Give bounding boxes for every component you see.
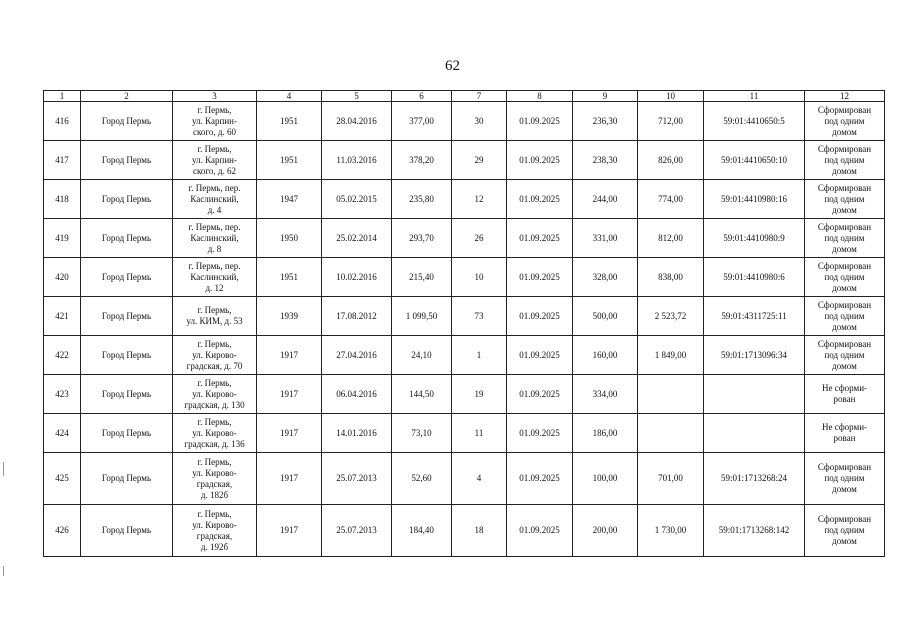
value-cell: 331,00 bbox=[573, 219, 638, 258]
value-cell: 100,00 bbox=[573, 453, 638, 505]
cadastral-number-cell: 59:01:1713268:24 bbox=[704, 453, 805, 505]
land-area-cell bbox=[638, 375, 704, 414]
column-header: 11 bbox=[704, 91, 805, 102]
deadline-date-cell: 01.09.2025 bbox=[507, 102, 573, 141]
address-cell: г. Пермь, ул. Карпин- ского, д. 62 bbox=[173, 141, 257, 180]
status-cell: Сформирован под одним домом bbox=[805, 336, 885, 375]
deadline-date-cell: 01.09.2025 bbox=[507, 180, 573, 219]
survey-date-cell: 28.04.2016 bbox=[322, 102, 392, 141]
survey-date-cell: 25.02.2014 bbox=[322, 219, 392, 258]
value-cell: 236,30 bbox=[573, 102, 638, 141]
cadastral-number-cell bbox=[704, 375, 805, 414]
cadastral-number-cell: 59:01:1713268:142 bbox=[704, 505, 805, 557]
deadline-date-cell: 01.09.2025 bbox=[507, 336, 573, 375]
municipality-cell: Город Пермь bbox=[81, 297, 173, 336]
deadline-date-cell: 01.09.2025 bbox=[507, 258, 573, 297]
table-row bbox=[44, 505, 885, 557]
cadastral-number-cell bbox=[704, 414, 805, 453]
status-cell: Сформирован под одним домом bbox=[805, 453, 885, 505]
row-number: 416 bbox=[44, 102, 81, 141]
row-number: 424 bbox=[44, 414, 81, 453]
land-area-cell bbox=[638, 414, 704, 453]
area-cell: 184,40 bbox=[392, 505, 452, 557]
address-cell: г. Пермь, ул. Кирово- градская, д. 182б bbox=[173, 453, 257, 505]
residents-cell: 10 bbox=[452, 258, 507, 297]
status-cell: Сформирован под одним домом bbox=[805, 297, 885, 336]
residents-cell: 73 bbox=[452, 297, 507, 336]
land-area-cell: 2 523,72 bbox=[638, 297, 704, 336]
row-number: 417 bbox=[44, 141, 81, 180]
table-row bbox=[44, 219, 885, 258]
cadastral-number-cell: 59:01:4410980:9 bbox=[704, 219, 805, 258]
address-cell: г. Пермь, пер. Каслинский, д. 12 bbox=[173, 258, 257, 297]
land-area-cell: 701,00 bbox=[638, 453, 704, 505]
deadline-date-cell: 01.09.2025 bbox=[507, 297, 573, 336]
survey-date-cell: 11.03.2016 bbox=[322, 141, 392, 180]
status-cell: Сформирован под одним домом bbox=[805, 102, 885, 141]
column-header: 6 bbox=[392, 91, 452, 102]
land-area-cell: 826,00 bbox=[638, 141, 704, 180]
column-header: 3 bbox=[173, 91, 257, 102]
area-cell: 144,50 bbox=[392, 375, 452, 414]
survey-date-cell: 25.07.2013 bbox=[322, 453, 392, 505]
table-row bbox=[44, 414, 885, 453]
survey-date-cell: 10.02.2016 bbox=[322, 258, 392, 297]
status-cell: Не сформи- рован bbox=[805, 414, 885, 453]
table-row bbox=[44, 102, 885, 141]
status-cell: Сформирован под одним домом bbox=[805, 141, 885, 180]
year-built-cell: 1917 bbox=[257, 414, 322, 453]
row-number: 421 bbox=[44, 297, 81, 336]
row-number: 420 bbox=[44, 258, 81, 297]
area-cell: 52,60 bbox=[392, 453, 452, 505]
column-header: 10 bbox=[638, 91, 704, 102]
survey-date-cell: 25.07.2013 bbox=[322, 505, 392, 557]
table-row bbox=[44, 297, 885, 336]
cadastral-number-cell: 59:01:4410980:6 bbox=[704, 258, 805, 297]
table-row bbox=[44, 180, 885, 219]
municipality-cell: Город Пермь bbox=[81, 336, 173, 375]
area-cell: 378,20 bbox=[392, 141, 452, 180]
year-built-cell: 1951 bbox=[257, 141, 322, 180]
residents-cell: 26 bbox=[452, 219, 507, 258]
value-cell: 500,00 bbox=[573, 297, 638, 336]
deadline-date-cell: 01.09.2025 bbox=[507, 414, 573, 453]
year-built-cell: 1951 bbox=[257, 102, 322, 141]
page-number: 62 bbox=[445, 58, 460, 74]
deadline-date-cell: 01.09.2025 bbox=[507, 219, 573, 258]
municipality-cell: Город Пермь bbox=[81, 102, 173, 141]
year-built-cell: 1947 bbox=[257, 180, 322, 219]
value-cell: 186,00 bbox=[573, 414, 638, 453]
year-built-cell: 1951 bbox=[257, 258, 322, 297]
survey-date-cell: 14.01.2016 bbox=[322, 414, 392, 453]
value-cell: 244,00 bbox=[573, 180, 638, 219]
status-cell: Сформирован под одним домом bbox=[805, 505, 885, 557]
value-cell: 200,00 bbox=[573, 505, 638, 557]
land-area-cell: 774,00 bbox=[638, 180, 704, 219]
survey-date-cell: 06.04.2016 bbox=[322, 375, 392, 414]
table-row bbox=[44, 141, 885, 180]
left-edge-mark bbox=[3, 462, 4, 476]
cadastral-number-cell: 59:01:4410650:10 bbox=[704, 141, 805, 180]
survey-date-cell: 05.02.2015 bbox=[322, 180, 392, 219]
municipality-cell: Город Пермь bbox=[81, 505, 173, 557]
deadline-date-cell: 01.09.2025 bbox=[507, 453, 573, 505]
year-built-cell: 1939 bbox=[257, 297, 322, 336]
land-area-cell: 1 849,00 bbox=[638, 336, 704, 375]
value-cell: 328,00 bbox=[573, 258, 638, 297]
status-cell: Сформирован под одним домом bbox=[805, 258, 885, 297]
column-header: 5 bbox=[322, 91, 392, 102]
column-header: 4 bbox=[257, 91, 322, 102]
left-edge-mark bbox=[3, 566, 4, 576]
row-number: 423 bbox=[44, 375, 81, 414]
residents-cell: 11 bbox=[452, 414, 507, 453]
area-cell: 24,10 bbox=[392, 336, 452, 375]
table-row bbox=[44, 258, 885, 297]
year-built-cell: 1917 bbox=[257, 375, 322, 414]
address-cell: г. Пермь, ул. Кирово- градская, д. 192б bbox=[173, 505, 257, 557]
column-header: 12 bbox=[805, 91, 885, 102]
cadastral-number-cell: 59:01:4410980:16 bbox=[704, 180, 805, 219]
area-cell: 235,80 bbox=[392, 180, 452, 219]
row-number: 425 bbox=[44, 453, 81, 505]
land-area-cell: 838,00 bbox=[638, 258, 704, 297]
area-cell: 293,70 bbox=[392, 219, 452, 258]
residents-cell: 18 bbox=[452, 505, 507, 557]
municipality-cell: Город Пермь bbox=[81, 141, 173, 180]
status-cell: Сформирован под одним домом bbox=[805, 180, 885, 219]
municipality-cell: Город Пермь bbox=[81, 453, 173, 505]
column-header: 2 bbox=[81, 91, 173, 102]
area-cell: 377,00 bbox=[392, 102, 452, 141]
row-number: 426 bbox=[44, 505, 81, 557]
residents-cell: 29 bbox=[452, 141, 507, 180]
land-area-cell: 712,00 bbox=[638, 102, 704, 141]
address-cell: г. Пермь, ул. Кирово- градская, д. 70 bbox=[173, 336, 257, 375]
address-cell: г. Пермь, ул. Кирово- градская, д. 136 bbox=[173, 414, 257, 453]
area-cell: 73,10 bbox=[392, 414, 452, 453]
column-header: 8 bbox=[507, 91, 573, 102]
municipality-cell: Город Пермь bbox=[81, 414, 173, 453]
municipality-cell: Город Пермь bbox=[81, 375, 173, 414]
status-cell: Не сформи- рован bbox=[805, 375, 885, 414]
survey-date-cell: 27.04.2016 bbox=[322, 336, 392, 375]
land-area-cell: 812,00 bbox=[638, 219, 704, 258]
deadline-date-cell: 01.09.2025 bbox=[507, 505, 573, 557]
address-cell: г. Пермь, пер. Каслинский, д. 4 bbox=[173, 180, 257, 219]
area-cell: 1 099,50 bbox=[392, 297, 452, 336]
municipality-cell: Город Пермь bbox=[81, 258, 173, 297]
deadline-date-cell: 01.09.2025 bbox=[507, 141, 573, 180]
area-cell: 215,40 bbox=[392, 258, 452, 297]
address-cell: г. Пермь, ул. Кирово- градская, д. 130 bbox=[173, 375, 257, 414]
year-built-cell: 1917 bbox=[257, 505, 322, 557]
cadastral-number-cell: 59:01:4311725:11 bbox=[704, 297, 805, 336]
table-row bbox=[44, 336, 885, 375]
table-row bbox=[44, 453, 885, 505]
year-built-cell: 1917 bbox=[257, 453, 322, 505]
land-area-cell: 1 730,00 bbox=[638, 505, 704, 557]
row-number: 419 bbox=[44, 219, 81, 258]
row-number: 418 bbox=[44, 180, 81, 219]
address-cell: г. Пермь, ул. КИМ, д. 53 bbox=[173, 297, 257, 336]
address-cell: г. Пермь, ул. Карпин- ского, д. 60 bbox=[173, 102, 257, 141]
column-header: 1 bbox=[44, 91, 81, 102]
residents-cell: 19 bbox=[452, 375, 507, 414]
value-cell: 334,00 bbox=[573, 375, 638, 414]
header-row bbox=[44, 91, 885, 102]
municipality-cell: Город Пермь bbox=[81, 219, 173, 258]
column-header: 9 bbox=[573, 91, 638, 102]
value-cell: 238,30 bbox=[573, 141, 638, 180]
year-built-cell: 1917 bbox=[257, 336, 322, 375]
column-header: 7 bbox=[452, 91, 507, 102]
registry-table bbox=[43, 90, 885, 557]
deadline-date-cell: 01.09.2025 bbox=[507, 375, 573, 414]
value-cell: 160,00 bbox=[573, 336, 638, 375]
cadastral-number-cell: 59:01:4410650:5 bbox=[704, 102, 805, 141]
survey-date-cell: 17.08.2012 bbox=[322, 297, 392, 336]
row-number: 422 bbox=[44, 336, 81, 375]
address-cell: г. Пермь, пер. Каслинский, д. 8 bbox=[173, 219, 257, 258]
residents-cell: 12 bbox=[452, 180, 507, 219]
municipality-cell: Город Пермь bbox=[81, 180, 173, 219]
table-row bbox=[44, 375, 885, 414]
status-cell: Сформирован под одним домом bbox=[805, 219, 885, 258]
residents-cell: 1 bbox=[452, 336, 507, 375]
cadastral-number-cell: 59:01:1713096:34 bbox=[704, 336, 805, 375]
residents-cell: 4 bbox=[452, 453, 507, 505]
residents-cell: 30 bbox=[452, 102, 507, 141]
year-built-cell: 1950 bbox=[257, 219, 322, 258]
